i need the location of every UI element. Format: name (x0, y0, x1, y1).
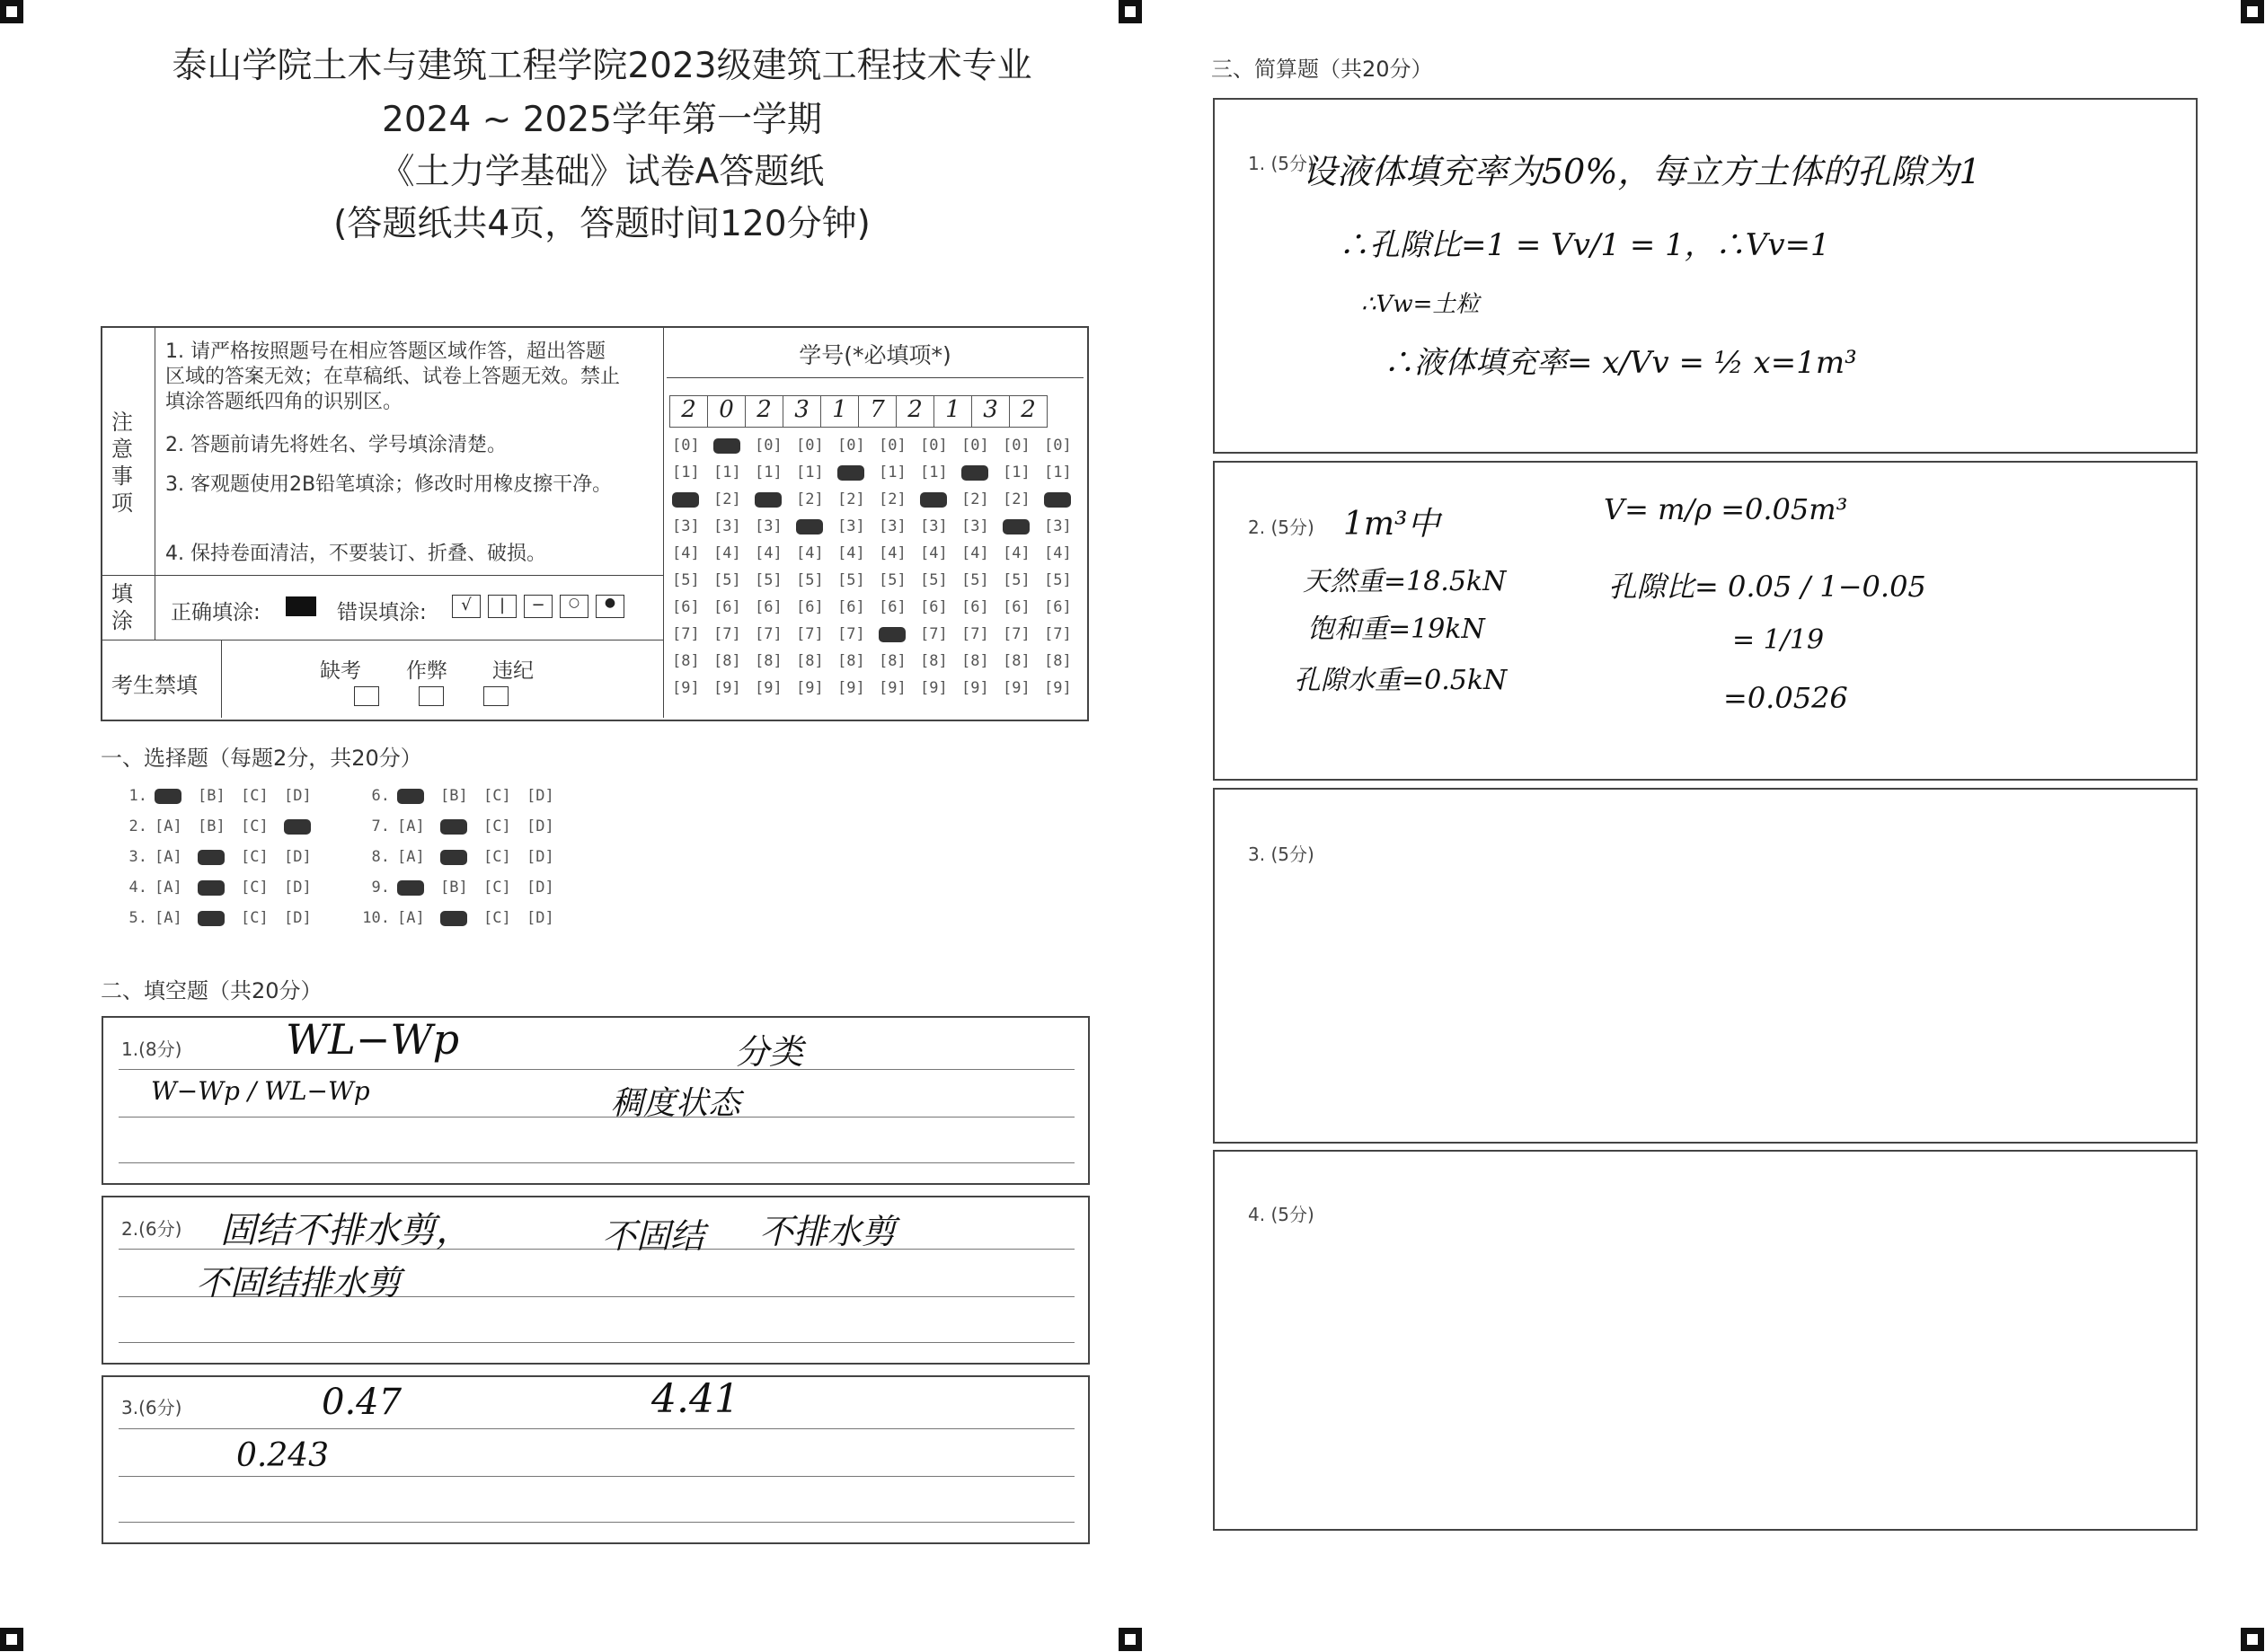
calc-q1-line-3: ∴Vw=土粒 (1361, 291, 1480, 318)
id-bubble[interactable]: [1] (1044, 464, 1072, 481)
mc-option[interactable]: [D] (284, 787, 312, 805)
calc-q2-left-2: 天然重=18.5kN (1303, 566, 1507, 597)
id-bubble[interactable]: [3] (879, 517, 907, 535)
id-bubble[interactable]: [7] (961, 625, 989, 643)
id-bubble-row (672, 490, 1085, 517)
id-bubble[interactable]: [5] (713, 571, 741, 589)
fill-q3-answer-3: 0.243 (236, 1437, 330, 1474)
notice-item-3: 3. 客观题使用2B铅笔填涂；修改时用橡皮擦干净。 (165, 473, 613, 496)
absent-checkbox[interactable] (354, 686, 379, 706)
id-bubble[interactable]: [8] (879, 652, 907, 670)
student-id-digit: 2 (1009, 395, 1048, 428)
corner-mark-bottom-left (0, 1628, 23, 1651)
id-bubble[interactable]: [7] (1003, 625, 1031, 643)
id-bubble[interactable]: [9] (755, 679, 783, 697)
id-bubble[interactable]: [0] (1003, 437, 1031, 455)
mc-option[interactable]: [C] (241, 848, 269, 866)
answer-line (119, 1342, 1075, 1343)
id-bubble-filled[interactable] (1003, 517, 1044, 535)
mc-option[interactable]: [D] (526, 817, 554, 835)
fill-q1-answer-2: 分类 (735, 1032, 804, 1072)
calc-q2-right-2: 孔隙比= 0.05 / 1−0.05 (1608, 570, 1926, 604)
notice-item-1: 1. 请严格按照题号在相应答题区域作答，超出答题区域的答案无效；在草稿纸、试卷上答题无效。禁止填涂答题纸四角的识别区。 (165, 340, 621, 413)
fill-q1-answer-3: W−Wp / WL−Wp (151, 1076, 370, 1106)
exam-label: 考生禁填 (111, 673, 198, 698)
mc-question-row (358, 909, 570, 940)
id-bubble[interactable]: [7] (796, 625, 824, 643)
id-bubble[interactable]: [5] (920, 571, 948, 589)
id-bubble[interactable]: [9] (1003, 679, 1031, 697)
mc-option[interactable]: [D] (284, 909, 312, 927)
mc-option[interactable]: [C] (483, 848, 511, 866)
id-bubble-filled[interactable] (796, 517, 837, 535)
fill-q1-answer-1: WL−Wp (286, 1015, 460, 1064)
id-bubble[interactable]: [5] (672, 571, 700, 589)
mc-question-number: 10. (362, 909, 390, 927)
calc-q2-right-3: = 1/19 (1732, 624, 1825, 656)
id-bubble[interactable]: [4] (837, 544, 865, 562)
id-bubble[interactable]: [1] (672, 464, 700, 481)
mc-option-filled[interactable] (155, 787, 198, 805)
mc-option[interactable]: [B] (440, 879, 468, 897)
calc-q2-right-1: V= m/ρ =0.05m³ (1604, 492, 1848, 526)
id-bubble[interactable]: [6] (837, 598, 865, 616)
calc-q2-left-4: 孔隙水重=0.5kN (1294, 665, 1508, 696)
wrong-fill-label: 错误填涂: (337, 601, 427, 624)
calc-q4-label: 4. (5分) (1248, 1204, 1314, 1225)
corner-mark-bottom-right (2241, 1628, 2264, 1651)
mc-question-row (115, 848, 327, 879)
wrong-mark: ○ (560, 595, 588, 618)
correct-fill-sample (286, 596, 316, 616)
mc-question-number: 5. (128, 909, 147, 927)
mc-option[interactable]: [C] (241, 879, 269, 897)
mc-option[interactable]: [C] (483, 909, 511, 927)
mc-question-row (358, 848, 570, 879)
id-bubble[interactable]: [3] (961, 517, 989, 535)
id-bubble[interactable]: [2] (796, 490, 824, 508)
mc-option[interactable]: [A] (155, 879, 182, 897)
answer-line (119, 1117, 1075, 1118)
mc-option[interactable]: [D] (526, 848, 554, 866)
mc-question-number: 1. (128, 787, 147, 805)
mc-option[interactable]: [A] (397, 817, 425, 835)
mc-option[interactable]: [A] (155, 817, 182, 835)
mc-question-number: 3. (128, 848, 147, 866)
id-bubble[interactable]: [1] (796, 464, 824, 481)
corner-mark-top-left (0, 0, 23, 23)
id-bubble[interactable]: [4] (1044, 544, 1072, 562)
id-bubble[interactable]: [6] (672, 598, 700, 616)
mc-question-row (358, 879, 570, 909)
id-bubble[interactable]: [0] (837, 437, 865, 455)
cheat-label: 作弊 (406, 659, 447, 683)
id-bubble[interactable]: [0] (1044, 437, 1072, 455)
id-bubble[interactable]: [8] (1003, 652, 1031, 670)
id-bubble[interactable]: [5] (1044, 571, 1072, 589)
id-bubble[interactable]: [7] (1044, 625, 1072, 643)
id-bubble[interactable]: [6] (713, 598, 741, 616)
exam-title-line3: 《土力学基础》试卷A答题纸 (379, 152, 825, 192)
mc-question-number: 7. (371, 817, 390, 835)
notice-item-4: 4. 保持卷面清洁，不要装订、折叠、破损。 (165, 543, 546, 565)
id-bubble[interactable]: [4] (1003, 544, 1031, 562)
id-bubble[interactable]: [0] (961, 437, 989, 455)
mc-question-number: 4. (128, 879, 147, 897)
mc-option-filled[interactable] (284, 817, 327, 835)
mc-question-number: 2. (128, 817, 147, 835)
section2-title: 二、填空题（共20分） (101, 978, 323, 1003)
id-bubble[interactable]: [5] (1003, 571, 1031, 589)
mc-option[interactable]: [B] (198, 787, 226, 805)
id-bubble[interactable]: [6] (755, 598, 783, 616)
corner-mark-top-center (1119, 0, 1142, 23)
id-bubble[interactable]: [4] (920, 544, 948, 562)
id-bubble-row (672, 598, 1085, 625)
id-bubble[interactable]: [2] (713, 490, 741, 508)
id-bubble[interactable]: [2] (1003, 490, 1031, 508)
mc-option-filled[interactable] (397, 879, 440, 897)
id-bubble-filled[interactable] (755, 490, 796, 508)
calc-q1-line-4: ∴液体填充率= x/Vv = ½ x=1m³ (1384, 345, 1857, 381)
id-bubble[interactable]: [1] (755, 464, 783, 481)
divider (102, 575, 663, 576)
mc-option[interactable]: [D] (526, 879, 554, 897)
calc-q2-label: 2. (5分) (1248, 517, 1314, 538)
id-bubble-filled[interactable] (879, 625, 920, 643)
mc-question-row (115, 787, 327, 817)
calc-q1-label: 1. (5分) (1248, 153, 1314, 174)
calc-q4-box[interactable] (1213, 1150, 2198, 1531)
student-id-digit: 2 (745, 395, 783, 428)
mc-option-filled[interactable] (198, 848, 241, 866)
mc-column-left[interactable] (115, 787, 327, 940)
fill-q2-answer-1: 固结不排水剪， (220, 1210, 472, 1251)
fill-q2-label: 2.(6分) (121, 1218, 182, 1240)
id-bubble[interactable]: [9] (961, 679, 989, 697)
answer-line (119, 1162, 1075, 1163)
mc-option[interactable]: [A] (155, 848, 182, 866)
mc-option[interactable]: [C] (483, 787, 511, 805)
mc-option-filled[interactable] (440, 909, 483, 927)
calc-q2-left-1: 1m³中 (1343, 506, 1440, 543)
wrong-fill-samples (452, 595, 624, 618)
mc-option-filled[interactable] (198, 909, 241, 927)
mc-question-row (115, 879, 327, 909)
mc-question-row (358, 817, 570, 848)
calc-q1-line-2: ∴孔隙比=1 = Vv/1 = 1，∴Vv=1 (1339, 227, 1830, 263)
id-bubble[interactable]: [3] (755, 517, 783, 535)
student-id-digit: 7 (858, 395, 897, 428)
divider (667, 377, 1084, 378)
id-bubble[interactable]: [4] (961, 544, 989, 562)
id-bubble[interactable]: [9] (796, 679, 824, 697)
id-bubble[interactable]: [0] (796, 437, 824, 455)
id-bubble[interactable]: [6] (796, 598, 824, 616)
mc-option-filled[interactable] (440, 848, 483, 866)
id-bubble[interactable]: [9] (1044, 679, 1072, 697)
answer-line (119, 1428, 1075, 1429)
answer-line (119, 1069, 1075, 1070)
absent-label: 缺考 (320, 659, 361, 683)
mc-question-number: 9. (371, 879, 390, 897)
notice-label: 注意事项 (111, 410, 133, 516)
id-bubble[interactable]: [9] (672, 679, 700, 697)
calc-q2-left-3: 饱和重=19kN (1307, 614, 1485, 645)
mc-question-row (115, 817, 327, 848)
id-bubble[interactable]: [0] (755, 437, 783, 455)
wrong-mark: − (524, 595, 553, 618)
id-bubble-filled[interactable] (1044, 490, 1085, 508)
calc-q2-right-4: =0.0526 (1723, 681, 1848, 715)
mc-option[interactable]: [C] (241, 787, 269, 805)
mc-option[interactable]: [D] (284, 848, 312, 866)
mc-option[interactable]: [A] (397, 848, 425, 866)
id-bubble-row (672, 437, 1085, 464)
id-bubble[interactable]: [1] (920, 464, 948, 481)
mc-option[interactable]: [C] (241, 909, 269, 927)
mc-option[interactable]: [A] (397, 909, 425, 927)
student-id-digit: 3 (971, 395, 1010, 428)
exam-title-line2: 2024 ~ 2025学年第一学期 (382, 100, 822, 140)
student-id-written-digits (669, 395, 1047, 428)
student-id-digit: 1 (820, 395, 859, 428)
id-bubble-row (672, 652, 1085, 679)
student-id-digit: 2 (669, 395, 708, 428)
mc-question-number: 8. (371, 848, 390, 866)
id-bubble[interactable]: [0] (672, 437, 700, 455)
answer-line (119, 1522, 1075, 1523)
exam-title-line1: 泰山学院土木与建筑工程学院2023级建筑工程技术专业 (172, 46, 1032, 86)
id-bubble[interactable]: [8] (920, 652, 948, 670)
id-bubble-filled[interactable] (837, 464, 879, 481)
mc-option-filled[interactable] (198, 879, 241, 897)
fill-q1-label: 1.(8分) (121, 1038, 182, 1060)
section3-title: 三、简算题（共20分） (1211, 57, 1433, 82)
calc-q1-line-1: 设液体填充率为50%，每立方土体的孔隙为1 (1303, 152, 1981, 191)
id-bubble[interactable]: [2] (879, 490, 907, 508)
id-bubble[interactable]: [7] (713, 625, 741, 643)
id-bubble[interactable]: [6] (961, 598, 989, 616)
fill-q3-label: 3.(6分) (121, 1397, 182, 1418)
fill-q2-answer-3: 不排水剪 (759, 1212, 897, 1251)
violation-checkbox[interactable] (483, 686, 509, 706)
fill-q2-answer-2: 不固结 (602, 1216, 705, 1256)
id-bubble[interactable]: [7] (837, 625, 865, 643)
id-bubble[interactable]: [8] (1044, 652, 1072, 670)
id-bubble[interactable]: [9] (837, 679, 865, 697)
fill-label: 填涂 (111, 581, 133, 633)
student-id-bubble-grid[interactable] (672, 437, 1085, 706)
id-bubble[interactable]: [6] (879, 598, 907, 616)
divider (663, 328, 664, 718)
answer-line (119, 1476, 1075, 1477)
notice-item-2: 2. 答题前请先将姓名、学号填涂清楚。 (165, 434, 507, 456)
id-bubble[interactable]: [3] (713, 517, 741, 535)
wrong-mark: | (488, 595, 517, 618)
id-bubble[interactable]: [4] (755, 544, 783, 562)
id-bubble[interactable]: [8] (796, 652, 824, 670)
id-bubble[interactable]: [5] (796, 571, 824, 589)
mc-option[interactable]: [B] (198, 817, 226, 835)
id-bubble-filled[interactable] (920, 490, 961, 508)
mc-option[interactable]: [C] (483, 879, 511, 897)
id-bubble[interactable]: [8] (837, 652, 865, 670)
id-bubble[interactable]: [4] (713, 544, 741, 562)
mc-option[interactable]: [D] (284, 879, 312, 897)
mc-option[interactable]: [C] (241, 817, 269, 835)
id-bubble[interactable]: [8] (961, 652, 989, 670)
id-bubble[interactable]: [5] (755, 571, 783, 589)
id-bubble-row (672, 517, 1085, 544)
id-bubble[interactable]: [8] (713, 652, 741, 670)
calc-q3-box[interactable] (1213, 788, 2198, 1144)
id-bubble[interactable]: [1] (1003, 464, 1031, 481)
corner-mark-top-right (2241, 0, 2264, 23)
fill-q3-answer-1: 0.47 (322, 1382, 403, 1423)
id-bubble[interactable]: [6] (1044, 598, 1072, 616)
id-bubble[interactable]: [1] (713, 464, 741, 481)
id-bubble[interactable]: [9] (879, 679, 907, 697)
cheat-checkbox[interactable] (419, 686, 444, 706)
id-bubble-row (672, 544, 1085, 571)
id-bubble-filled[interactable] (672, 490, 713, 508)
id-bubble[interactable]: [4] (879, 544, 907, 562)
id-bubble-row (672, 679, 1085, 706)
fill-q1-answer-4: 稠度状态 (611, 1085, 741, 1122)
id-bubble[interactable]: [8] (672, 652, 700, 670)
id-bubble[interactable]: [0] (879, 437, 907, 455)
id-bubble[interactable]: [7] (920, 625, 948, 643)
id-bubble[interactable]: [9] (920, 679, 948, 697)
student-id-label: 学号(*必填项*) (799, 342, 951, 368)
id-bubble-filled[interactable] (961, 464, 1003, 481)
student-id-digit: 1 (933, 395, 972, 428)
id-bubble[interactable]: [4] (672, 544, 700, 562)
id-bubble[interactable]: [2] (961, 490, 989, 508)
id-bubble-row (672, 571, 1085, 598)
mc-question-row (358, 787, 570, 817)
mc-column-right[interactable] (358, 787, 570, 940)
mc-option-filled[interactable] (397, 787, 440, 805)
id-bubble-row (672, 464, 1085, 490)
exam-title-line4: (答题纸共4页，答题时间120分钟) (333, 204, 871, 244)
section1-title: 一、选择题（每题2分，共20分） (101, 746, 422, 771)
mc-option[interactable]: [D] (526, 909, 554, 927)
id-bubble[interactable]: [6] (1003, 598, 1031, 616)
id-bubble[interactable]: [5] (879, 571, 907, 589)
id-bubble[interactable]: [3] (920, 517, 948, 535)
student-id-digit: 3 (783, 395, 821, 428)
mc-option[interactable]: [A] (155, 909, 182, 927)
id-bubble[interactable]: [4] (796, 544, 824, 562)
id-bubble[interactable]: [1] (879, 464, 907, 481)
id-bubble[interactable]: [5] (961, 571, 989, 589)
mc-question-row (115, 909, 327, 940)
id-bubble[interactable]: [7] (755, 625, 783, 643)
student-id-digit: 2 (896, 395, 934, 428)
correct-fill-label: 正确填涂: (171, 601, 261, 624)
id-bubble[interactable]: [7] (672, 625, 700, 643)
id-bubble[interactable]: [3] (672, 517, 700, 535)
id-bubble-filled[interactable] (713, 437, 755, 455)
id-bubble[interactable]: [3] (837, 517, 865, 535)
student-id-digit: 0 (707, 395, 746, 428)
id-bubble[interactable]: [3] (1044, 517, 1072, 535)
id-bubble-row (672, 625, 1085, 652)
wrong-mark: √ (452, 595, 481, 618)
id-bubble[interactable]: [8] (755, 652, 783, 670)
id-bubble[interactable]: [9] (713, 679, 741, 697)
mc-option[interactable]: [B] (440, 787, 468, 805)
id-bubble[interactable]: [2] (837, 490, 865, 508)
fill-q2-answer-4: 不固结排水剪 (196, 1263, 402, 1303)
corner-mark-bottom-center (1119, 1628, 1142, 1651)
id-bubble[interactable]: [5] (837, 571, 865, 589)
violation-label: 违纪 (492, 659, 534, 683)
calc-q3-label: 3. (5分) (1248, 844, 1314, 865)
id-bubble[interactable]: [6] (920, 598, 948, 616)
mc-option[interactable]: [C] (483, 817, 511, 835)
id-bubble[interactable]: [0] (920, 437, 948, 455)
mc-option-filled[interactable] (440, 817, 483, 835)
fill-q3-answer-2: 4.41 (651, 1376, 739, 1422)
mc-question-number: 6. (371, 787, 390, 805)
wrong-mark: ● (596, 595, 624, 618)
mc-option[interactable]: [D] (526, 787, 554, 805)
